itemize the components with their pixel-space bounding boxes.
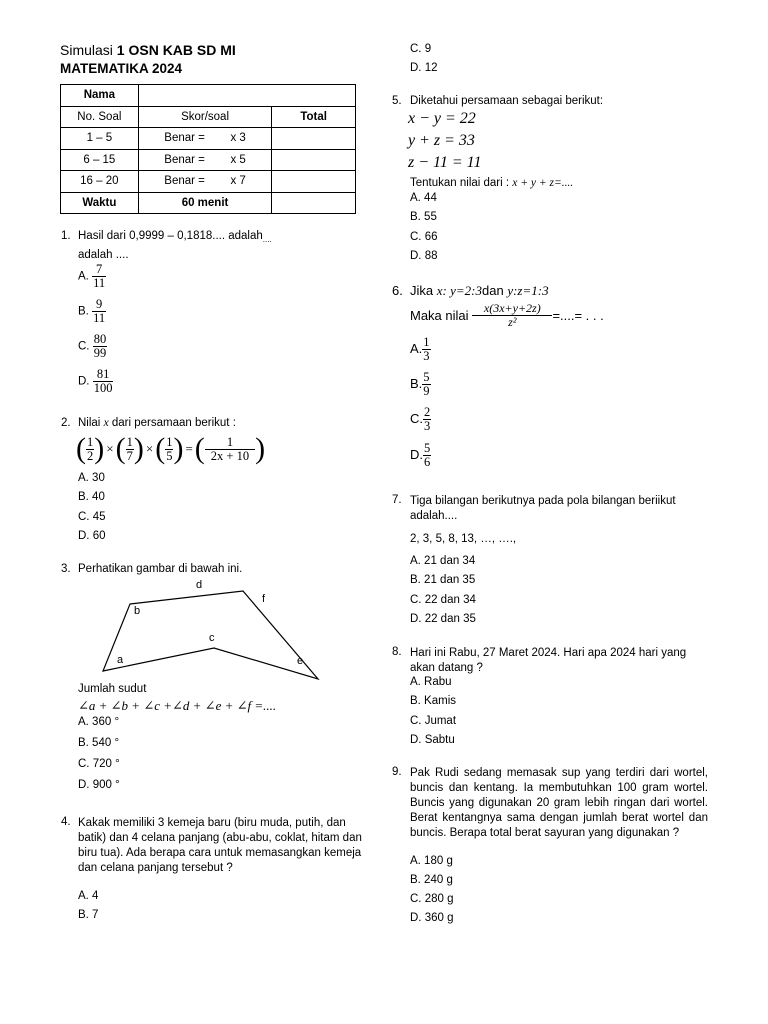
- q4-option-b[interactable]: B. 7: [78, 909, 99, 921]
- q6-line1-b: dan: [481, 283, 504, 298]
- q5-option-c[interactable]: C. 66: [410, 231, 438, 243]
- fraction-num: 2: [424, 405, 431, 419]
- fraction-den: 3: [424, 419, 431, 433]
- q5-eq2: y + z = 33: [408, 132, 475, 149]
- fraction: [423, 406, 431, 433]
- fraction-num: 5: [424, 441, 431, 455]
- fraction-den: 100: [93, 381, 113, 395]
- fraction-den: 3: [423, 349, 430, 363]
- q2-equation: ( $\frac{1}{2}$ ) ×( $\frac{1}{7}$ ) ×( $\frac{1}{5}$ ) =( $\frac{1}{2x + 10}$ ): [76, 432, 266, 465]
- q6-line1-expr1: x: y=2:3: [436, 283, 482, 298]
- q8-option-b[interactable]: B. Kamis: [410, 695, 457, 707]
- q1-text2: adalah ....: [78, 249, 129, 261]
- option-label: C.: [78, 340, 90, 353]
- q3-sum-expr: ∠a + ∠b + ∠c +∠d + ∠e + ∠f =....: [78, 698, 277, 713]
- title-bold: 1 OSN KAB SD MI: [116, 42, 236, 58]
- fraction-den: 6: [424, 455, 431, 469]
- q7-sequence: 2, 3, 5, 8, 13, …, ….,: [410, 533, 517, 545]
- table-cell: 16 – 20: [61, 171, 139, 193]
- table-cell: No. Soal: [61, 106, 139, 128]
- label-d: d: [196, 579, 203, 591]
- fraction-den: 2: [87, 448, 94, 463]
- label-a: a: [117, 654, 124, 666]
- q6-line2: [410, 302, 604, 329]
- q9-option-c[interactable]: C. 280 g: [410, 893, 454, 905]
- q6-option-b[interactable]: [410, 371, 431, 398]
- fraction-num: 1: [87, 434, 94, 449]
- q2-text-a: Nilai: [78, 417, 101, 429]
- table-cell: Total: [272, 106, 356, 128]
- q5-option-a[interactable]: A. 44: [410, 192, 437, 204]
- q6-line2-a: Maka nilai: [410, 308, 469, 323]
- fraction-num: x(3x+y+2z): [483, 301, 541, 315]
- fraction-den: 2x + 10: [205, 449, 255, 463]
- fraction: [423, 442, 431, 469]
- fraction-den: z²: [472, 315, 552, 329]
- q7-option-a[interactable]: A. 21 dan 34: [410, 555, 476, 567]
- table-cell: 6 – 15: [61, 149, 139, 171]
- label-e: e: [297, 655, 304, 667]
- q3-option-c[interactable]: C. 720 °: [78, 758, 120, 770]
- label-b: b: [134, 605, 141, 617]
- q5-ask-text: Tentukan nilai dari :: [410, 177, 510, 189]
- q7-option-c[interactable]: C. 22 dan 34: [410, 594, 476, 606]
- fraction: [472, 302, 552, 329]
- q9-option-a[interactable]: A. 180 g: [410, 855, 453, 867]
- q2-number: 2.: [61, 417, 71, 429]
- fraction-den: 11: [93, 276, 106, 290]
- q4-option-a[interactable]: A. 4: [78, 890, 99, 902]
- q9-option-b[interactable]: B. 240 g: [410, 874, 453, 886]
- table-cell: Benar = x 3: [138, 128, 272, 150]
- q2-option-b[interactable]: B. 40: [78, 491, 105, 503]
- q3-number: 3.: [61, 563, 71, 575]
- fraction-num: 5: [423, 370, 430, 384]
- q2-option-a[interactable]: A. 30: [78, 472, 105, 484]
- fraction-num: 1: [423, 335, 430, 349]
- q6-option-a[interactable]: [410, 336, 431, 363]
- q1-text-main: Hasil dari 0,9999 – 0,1818.... adalah: [78, 230, 263, 242]
- q8-option-c[interactable]: C. Jumat: [410, 715, 457, 727]
- q4-text: Kakak memiliki 3 kemeja baru (biru muda, putih, dan batik) dan 4 celana panjang (abu-abu, coklat, hitam dan biru tua). Ada berapa cara untuk memasangkan kemeja dan celana panjang tersebut ?: [78, 817, 362, 874]
- q8-option-d[interactable]: D. Sabtu: [410, 734, 455, 746]
- times-sign: ×: [145, 441, 154, 456]
- table-cell: Benar = x 7: [138, 171, 272, 193]
- table-cell: 1 – 5: [61, 128, 139, 150]
- q7-option-d[interactable]: D. 22 dan 35: [410, 613, 476, 625]
- q5-text: Diketahui persamaan sebagai berikut:: [410, 95, 604, 107]
- label-f: f: [262, 593, 266, 605]
- fraction-den: 5: [166, 448, 173, 463]
- fraction-den: 7: [126, 448, 133, 463]
- q7-option-b[interactable]: B. 21 dan 35: [410, 574, 476, 586]
- q4-option-d[interactable]: D. 12: [410, 62, 438, 74]
- q2-option-c[interactable]: C. 45: [78, 511, 106, 523]
- q5-option-d[interactable]: D. 88: [410, 250, 438, 262]
- option-label: D.: [410, 446, 423, 462]
- table-cell: Waktu: [61, 192, 139, 214]
- fraction-num: 1: [126, 434, 133, 449]
- fraction: [422, 371, 430, 398]
- q8-number: 8.: [392, 646, 402, 658]
- table-cell: 60 menit: [138, 192, 272, 214]
- q6-line1: [410, 283, 549, 299]
- option-label: A.: [78, 270, 89, 283]
- table-cell: Skor/soal: [138, 106, 272, 128]
- fraction-den: 9: [423, 384, 430, 398]
- q3-text: Perhatikan gambar di bawah ini.: [78, 563, 243, 575]
- q6-line2-b: =....= . . .: [552, 308, 604, 323]
- q9-option-d[interactable]: D. 360 g: [410, 912, 454, 924]
- option-label: C.: [410, 410, 423, 426]
- q1-number: 1.: [61, 230, 71, 242]
- q8-option-a[interactable]: A. Rabu: [410, 676, 452, 688]
- q6-line1-a: Jika: [410, 283, 434, 298]
- table-cell: Nama: [61, 85, 139, 107]
- equals-sign: =: [185, 441, 193, 456]
- q7-number: 7.: [392, 494, 402, 506]
- q2-var: x: [103, 417, 109, 429]
- q8-text: Hari ini Rabu, 27 Maret 2024. Hari apa 2024 hari yang akan datang ?: [410, 647, 687, 674]
- fraction-den: 99: [93, 346, 107, 360]
- fraction-num: 7: [95, 262, 103, 276]
- page-subtitle: MATEMATIKA 2024: [60, 61, 183, 76]
- q7-text: Tiga bilangan berikutnya pada pola bilangan beriikut adalah....: [410, 495, 676, 522]
- q6-number: 6.: [392, 283, 403, 298]
- q3-sum-label: Jumlah sudut: [78, 683, 147, 695]
- q2-option-d[interactable]: D. 60: [78, 530, 106, 542]
- fraction: [422, 336, 430, 363]
- option-label: D.: [78, 375, 90, 388]
- q5-eq1: x − y = 22: [408, 110, 476, 127]
- fraction-num: 1: [226, 434, 234, 449]
- q4-number: 4.: [61, 816, 71, 828]
- fraction-num: 80: [93, 332, 107, 346]
- fraction-num: 81: [96, 367, 110, 381]
- option-label: B.: [410, 375, 423, 391]
- option-label: B.: [78, 305, 89, 318]
- fraction-num: 1: [166, 434, 173, 449]
- q9-number: 9.: [392, 766, 402, 778]
- title-prefix: Simulasi: [60, 42, 113, 58]
- q5-ask-expr: x + y + z=....: [512, 177, 574, 189]
- label-c: c: [209, 632, 215, 644]
- q2-text-b: dari persamaan berikut :: [111, 417, 236, 429]
- q3-option-a[interactable]: A. 360 °: [78, 716, 120, 728]
- q4-option-c[interactable]: C. 9: [410, 43, 432, 55]
- q6-option-d[interactable]: [410, 442, 431, 469]
- q6-line1-expr2: y:z=1:3: [507, 283, 549, 298]
- q3-option-d[interactable]: D. 900 °: [78, 779, 120, 791]
- fraction-num: 9: [95, 297, 103, 311]
- q1-text-small: ....: [262, 235, 272, 244]
- q5-number: 5.: [392, 95, 402, 107]
- q6-option-c[interactable]: [410, 406, 431, 433]
- times-sign: ×: [106, 441, 114, 456]
- q5-eq3: z − 11 = 11: [408, 154, 482, 171]
- table-cell: Benar = x 5: [138, 149, 272, 171]
- q3-option-b[interactable]: B. 540 °: [78, 737, 120, 749]
- fraction-den: 11: [93, 311, 106, 325]
- q9-text: Pak Rudi sedang memasak sup yang terdiri dari wortel, buncis dan kentang. Ia membutuhkan 100 gram wortel. Buncis yang digunakan 20 gram lebih ringan dari wortel. Berat kentangnya sama dengan jumlah berat wortel dan buncis. Berapa total berat sayuran yang digunakan ?: [410, 767, 708, 839]
- option-label: A.: [410, 340, 423, 356]
- q5-option-b[interactable]: B. 55: [410, 211, 437, 223]
- q5-ask: [410, 177, 573, 189]
